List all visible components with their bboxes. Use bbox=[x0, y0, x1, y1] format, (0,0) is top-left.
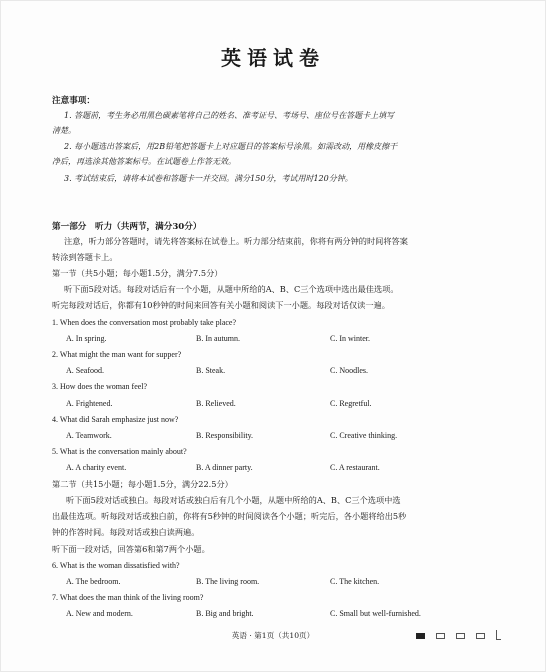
section2-instruction: 钟的作答时间。每段对话或独白读两遍。 bbox=[52, 527, 200, 537]
part1-heading: 第一部分 听力（共两节，满分30分） bbox=[52, 222, 202, 232]
question-text: 5. What is the conversation mainly about? bbox=[52, 447, 187, 456]
notice-line: 3. 考试结束后，请将本试卷和答题卡一并交回。满分150分，考试用时120分钟。 bbox=[64, 174, 353, 183]
option-a: A. The bedroom. bbox=[66, 577, 121, 586]
option-a: A. Teamwork. bbox=[66, 431, 112, 440]
part1-intro-line: 注意，听力部分答题时，请先将答案标在试卷上。听力部分结束前，你将有两分钟的时间将答案 bbox=[64, 236, 408, 246]
option-b: B. Big and bright. bbox=[196, 609, 254, 618]
option-a: A. Seafood. bbox=[66, 366, 104, 375]
marker-square-filled bbox=[416, 633, 425, 639]
corner-mark bbox=[496, 630, 501, 640]
question-text: 3. How does the woman feel? bbox=[52, 382, 148, 391]
option-c: C. A restaurant. bbox=[330, 463, 380, 472]
notice-line: 清楚。 bbox=[52, 126, 76, 135]
question-text: 1. When does the conversation most probably take place? bbox=[52, 318, 237, 327]
option-b: B. Steak. bbox=[196, 366, 226, 375]
option-a: A. A charity event. bbox=[66, 463, 127, 472]
option-b: B. The living room. bbox=[196, 577, 260, 586]
option-c: C. The kitchen. bbox=[330, 577, 380, 586]
option-a: A. Frightened. bbox=[66, 399, 113, 408]
section1-instruction: 听下面5段对话。每段对话后有一个小题，从题中所给的A、B、C三个选项中选出最佳选项。 bbox=[64, 284, 399, 294]
question-text: 2. What might the man want for supper? bbox=[52, 350, 182, 359]
notice-line: 2. 每小题选出答案后，用2B铅笔把答题卡上对应题目的答案标号涂黑。如需改动，用橡皮擦干 bbox=[64, 142, 398, 151]
option-b: B. Responsibility. bbox=[196, 431, 254, 440]
option-a: A. New and modern. bbox=[66, 609, 133, 618]
section2-subheading: 听下面一段对话，回答第6和第7两个小题。 bbox=[52, 544, 210, 554]
notice-heading: 注意事项： bbox=[52, 96, 95, 106]
question-text: 6. What is the woman dissatisfied with? bbox=[52, 561, 180, 570]
question-text: 4. What did Sarah emphasize just now? bbox=[52, 415, 179, 424]
notice-line: 1. 答题前，考生务必用黑色碳素笔将自己的姓名、准考证号、考场号、座位号在答题卡上填写 bbox=[64, 111, 395, 120]
section2-heading: 第二节（共15小题；每小题1.5分，满分22.5分） bbox=[52, 479, 233, 489]
option-c: C. Regretful. bbox=[330, 399, 372, 408]
option-b: B. In autumn. bbox=[196, 334, 240, 343]
page-footer: 英语 · 第1页（共10页） bbox=[231, 631, 315, 640]
notice-line: 净后，再选涂其他答案标号。在试题卷上作答无效。 bbox=[52, 157, 236, 166]
option-b: B. Relieved. bbox=[196, 399, 236, 408]
option-c: C. Small but well-furnished. bbox=[330, 609, 421, 618]
question-text: 7. What does the man think of the living room? bbox=[52, 593, 204, 602]
option-b: B. A dinner party. bbox=[196, 463, 253, 472]
option-c: C. Creative thinking. bbox=[330, 431, 398, 440]
marker-square bbox=[476, 633, 485, 639]
page-title: 英语试卷 bbox=[221, 46, 325, 70]
section1-heading: 第一节（共5小题；每小题1.5分，满分7.5分） bbox=[52, 268, 223, 278]
option-c: C. Noodles. bbox=[330, 366, 368, 375]
part1-intro-line: 转涂到答题卡上。 bbox=[52, 252, 118, 262]
option-c: C. In winter. bbox=[330, 334, 370, 343]
section2-instruction: 听下面5段对话或独白。每段对话或独白后有几个小题，从题中所给的A、B、C三个选项中选 bbox=[66, 495, 401, 505]
marker-square bbox=[436, 633, 445, 639]
option-a: A. In spring. bbox=[66, 334, 107, 343]
section2-instruction: 出最佳选项。听每段对话或独白前，你将有5秒钟的时间阅读各个小题；听完后，各小题将给出5秒 bbox=[52, 511, 407, 521]
marker-square bbox=[456, 633, 465, 639]
section1-instruction: 听完每段对话后，你都有10秒钟的时间来回答有关小题和阅读下一小题。每段对话仅读一遍。 bbox=[52, 300, 390, 310]
